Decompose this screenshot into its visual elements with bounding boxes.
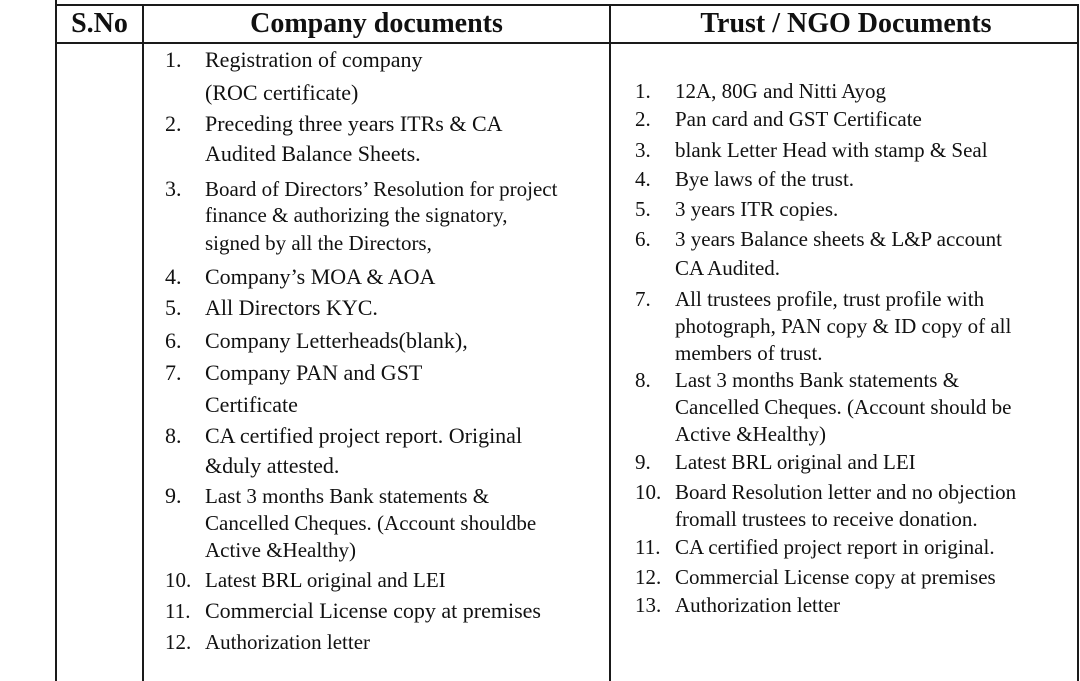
company-item-number: 3. [165,176,182,201]
company-item-9-line-3: Active &Healthy) [205,538,357,562]
trust-item-6-line-2: CA Audited. [675,256,781,280]
company-item-text: Board of Directors’ Resolution for project [205,177,558,201]
header-trust-documents: Trust / NGO Documents [700,8,992,39]
company-item-9-line-2: Cancelled Cheques. (Account shouldbe [205,511,537,535]
trust-item-10-line-2: fromall trustees to receive donation. [675,507,978,531]
company-item-number: 1. [165,47,182,72]
column-divider-sno [142,4,144,681]
trust-item-number: 1. [635,79,651,103]
company-item-number: 7. [165,360,182,385]
trust-item-text: Authorization letter [675,593,841,617]
trust-item-8-line-3: Active &Healthy) [675,422,827,446]
company-item-3-line-2: finance & authorizing the signatory, [205,203,508,227]
trust-item-number: 9. [635,450,651,474]
trust-item-text: blank Letter Head with stamp & Seal [675,138,988,162]
trust-item-text: All trustees profile, trust profile with [675,287,985,311]
company-item-text: Last 3 months Bank statements & [205,484,490,508]
header-bottom-border [57,42,1079,44]
trust-item-text: CA certified project report in original. [675,535,995,559]
trust-item-text: Latest BRL original and LEI [675,450,916,474]
trust-item-number: 12. [635,565,662,589]
trust-item-number: 4. [635,167,651,191]
trust-item-number: 2. [635,107,651,131]
company-item-text: Company PAN and GST [205,360,423,385]
trust-item-text: Board Resolution letter and no objection [675,480,1017,504]
company-item-number: 9. [165,483,182,508]
trust-item-8-line-2: Cancelled Cheques. (Account should be [675,395,1012,419]
header-company-documents: Company documents [250,8,503,39]
column-divider-company [609,4,611,681]
company-item-text: Preceding three years ITRs & CA [205,111,503,136]
company-item-number: 4. [165,264,182,289]
company-item-text: Registration of company [205,47,423,72]
trust-item-number: 11. [635,535,661,559]
company-item-text: Company Letterheads(blank), [205,328,468,353]
company-item-number: 12. [165,630,192,654]
trust-item-number: 6. [635,227,651,251]
trust-item-text: 3 years ITR copies. [675,197,839,221]
company-item-number: 2. [165,111,182,136]
trust-item-number: 13. [635,593,662,617]
company-item-7-line-2: Certificate [205,392,298,417]
trust-item-text: Pan card and GST Certificate [675,107,922,131]
trust-item-number: 5. [635,197,651,221]
trust-item-7-line-2: photograph, PAN copy & ID copy of all [675,314,1012,338]
trust-item-text: 12A, 80G and Nitti Ayog [675,79,886,103]
company-item-number: 10. [165,568,192,592]
trust-item-number: 7. [635,287,651,311]
company-item-8-line-2: &duly attested. [205,453,340,478]
company-item-text: Latest BRL original and LEI [205,568,446,592]
trust-item-text: Commercial License copy at premises [675,565,996,589]
company-item-text: All Directors KYC. [205,295,378,320]
trust-item-number: 10. [635,480,662,504]
company-item-text: Authorization letter [205,630,371,654]
company-item-number: 8. [165,423,182,448]
trust-item-text: 3 years Balance sheets & L&P account [675,227,1002,251]
company-item-number: 5. [165,295,182,320]
company-item-text: Company’s MOA & AOA [205,264,436,289]
trust-item-7-line-3: members of trust. [675,341,823,365]
trust-item-text: Bye laws of the trust. [675,167,855,191]
table-right-border [1077,4,1079,681]
company-item-number: 11. [165,599,191,623]
trust-item-number: 8. [635,368,651,392]
company-item-3-line-3: signed by all the Directors, [205,231,432,255]
company-item-text: Commercial License copy at premises [205,598,541,623]
company-item-2-line-2: Audited Balance Sheets. [205,141,421,166]
header-sno: S.No [71,8,128,39]
company-item-text: CA certified project report. Original [205,423,523,448]
company-item-number: 6. [165,328,182,353]
trust-item-text: Last 3 months Bank statements & [675,368,960,392]
trust-item-number: 3. [635,138,651,162]
company-item-1-line-2: (ROC certificate) [205,80,359,105]
